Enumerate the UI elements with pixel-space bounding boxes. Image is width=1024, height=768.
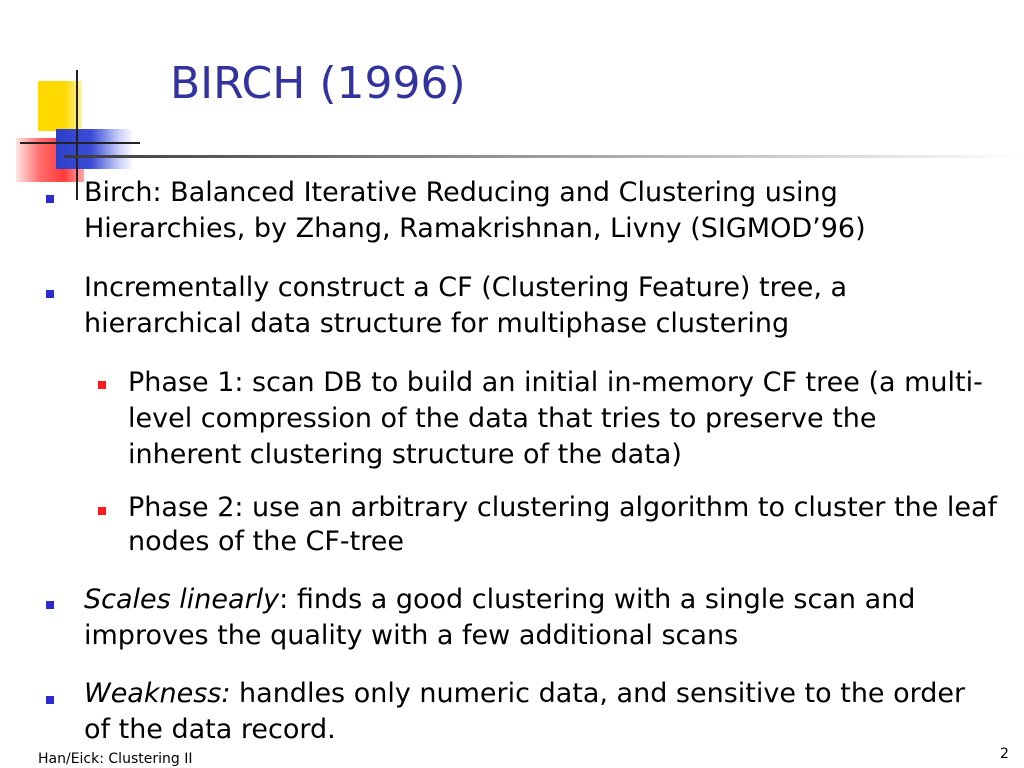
bullet-item-2: Incrementally construct a CF (Clustering Feature) tree, a hierarchical data structure for multiphase clustering [84,272,848,339]
sub-bullet-marker-2 [98,507,106,515]
bullet-marker-4 [46,696,54,704]
bullet-item-1: Birch: Balanced Iterative Reducing and Clustering using Hierarchies, by Zhang, Ramakrishnan, Livny (SIGMOD’96) [84,177,866,244]
sub-bullet-marker-1 [98,381,106,389]
slide-title: BIRCH (1996) [170,58,466,109]
horizontal-line-decoration [20,142,140,144]
bullet-item-3 [84,582,994,654]
bullet-item-4 [84,676,994,748]
sub-bullet-item-1: Phase 1: scan DB to build an initial in-memory CF tree (a multi-level compression of the data that tries to preserve the inherent clustering structure of the data) [128,367,983,470]
bullet-item-4-emphasis: Weakness: [84,678,231,709]
bullet-item-3-text: : finds a good clustering with a single scan and improves the quality with a few additional scans [84,584,916,651]
page-number: 2 [1000,746,1009,762]
vertical-line-decoration [76,70,78,200]
bullet-item-4-text: handles only numeric data, and sensitive to the order of the data record. [84,678,966,745]
bullet-marker-3 [46,601,54,609]
footer-text: Han/Eick: Clustering II [38,751,193,767]
bullet-marker-2 [46,290,54,298]
blue-square-decoration [56,129,134,169]
title-underline [64,155,1024,158]
bullet-item-3-emphasis: Scales linearly [84,584,280,615]
sub-bullet-item-2: Phase 2: use an arbitrary clustering algorithm to cluster the leaf nodes of the CF-tree [128,492,998,557]
bullet-marker-1 [46,195,54,203]
